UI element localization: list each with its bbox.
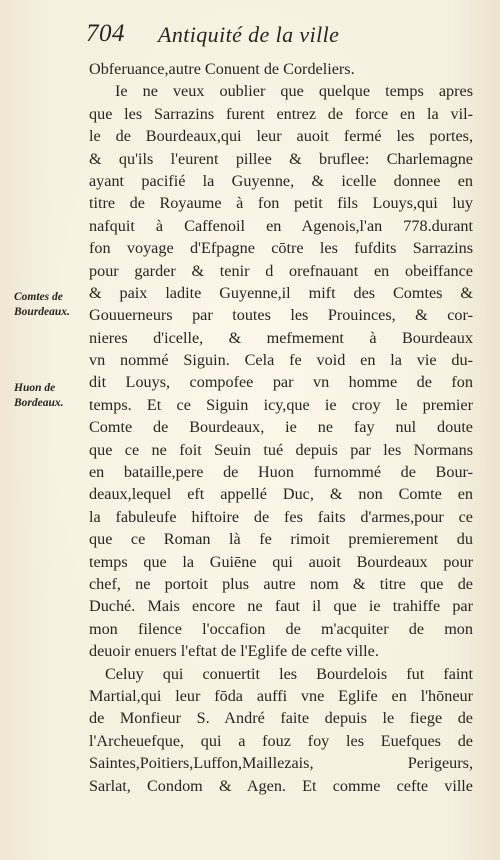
text-line: ayant pacifié la Guyenne, & icelle donnee en	[89, 171, 473, 190]
text-line: chef, ne portoit plus autre nom & titre que de	[89, 574, 473, 593]
text-line: Obferuance,autre Conuent de Cordeliers.	[89, 60, 355, 78]
text-line: deuoir enuers l'eftat de l'Eglife de cefte ville.	[89, 642, 379, 661]
body-text	[89, 58, 473, 797]
text-line: le de Bourdeaux,qui leur auoit fermé les portes,	[89, 127, 473, 146]
text-line: Gouuerneurs par toutes les Prouinces, & cor-	[89, 306, 473, 325]
text-line: temps que la Guiēne qui auoit Bourdeaux pour	[89, 552, 473, 571]
text-line: Duché. Mais encore ne faut il que ie trahiffe par	[89, 597, 473, 616]
page-header	[86, 20, 416, 56]
text-line: titre de Royaume à fon petit fils Louys,qui luy	[89, 194, 473, 213]
text-line: Sarlat, Condom & Agen. Et comme cefte ville	[89, 776, 473, 795]
text-line: mon filence l'occafion de m'acquiter de mon	[89, 619, 473, 638]
margin-note-line: Bourdeaux.	[14, 306, 70, 318]
text-line: Ie ne veux oublier que quelque temps apres	[115, 82, 473, 101]
text-line: nafquit à Caffenoil en Agenois,l'an 778.durant	[89, 216, 473, 235]
margin-note-comtes	[14, 290, 78, 320]
text-line: Saintes,Poitiers,Luffon,Maillezais, Perigeurs,	[89, 754, 473, 773]
text-line: de Monfieur S. André faite depuis le fiege de	[89, 709, 473, 728]
text-line: l'Archeuefque, qui a fouz foy les Euefques de	[89, 731, 473, 750]
margin-note-line: Bordeaux.	[14, 397, 64, 409]
text-line: Martial,qui leur fōda auffi vne Eglife en l'hōneur	[89, 686, 473, 705]
text-line: temps. Et ce Siguin icy,que ie croy le premier	[89, 395, 473, 414]
text-line: fon voyage d'Efpagne cōtre les fufdits Sarrazins	[89, 239, 473, 258]
text-line: vn nommé Siguin. Cela fe void en la vie du-	[89, 351, 473, 370]
text-line: Comte de Bourdeaux, ie ne fay nul doute	[89, 418, 473, 437]
text-line: nieres d'icelle, & mefmement à Bourdeaux	[89, 328, 473, 347]
text-line: & paix ladite Guyenne,il mift des Comtes &	[89, 283, 473, 302]
text-line: la fabuleufe hiftoire de fes faits d'armes,pour ce	[89, 507, 473, 526]
text-line: que ce ne foit Seuin tué depuis par les Normans	[89, 440, 473, 459]
text-line: en bataille,pere de Huon furnommé de Bour-	[89, 463, 473, 482]
text-line: Celuy qui conuertit les Bourdelois fut faint	[105, 664, 473, 683]
text-line: pour garder & tenir d orefnauant en obeiffance	[89, 261, 473, 280]
text-line: & qu'ils l'eurent pillee & bruflee: Charlemagne	[89, 149, 473, 168]
page-number: 704	[86, 20, 125, 47]
margin-note-huon	[14, 381, 78, 411]
margin-note-line: Comtes de	[14, 291, 63, 303]
text-line: deaux,lequel eft appellé Duc, & non Comte en	[89, 485, 473, 504]
margin-note-line: Huon de	[14, 382, 56, 394]
text-line: que ce Roman là fe rimoit premierement du	[89, 530, 473, 549]
text-line: que les Sarrazins furent entrez de force en la vil-	[89, 104, 473, 123]
running-title: Antiquité de la ville	[158, 22, 340, 47]
text-line: dit Louys, compofee par vn homme de fon	[89, 373, 473, 392]
